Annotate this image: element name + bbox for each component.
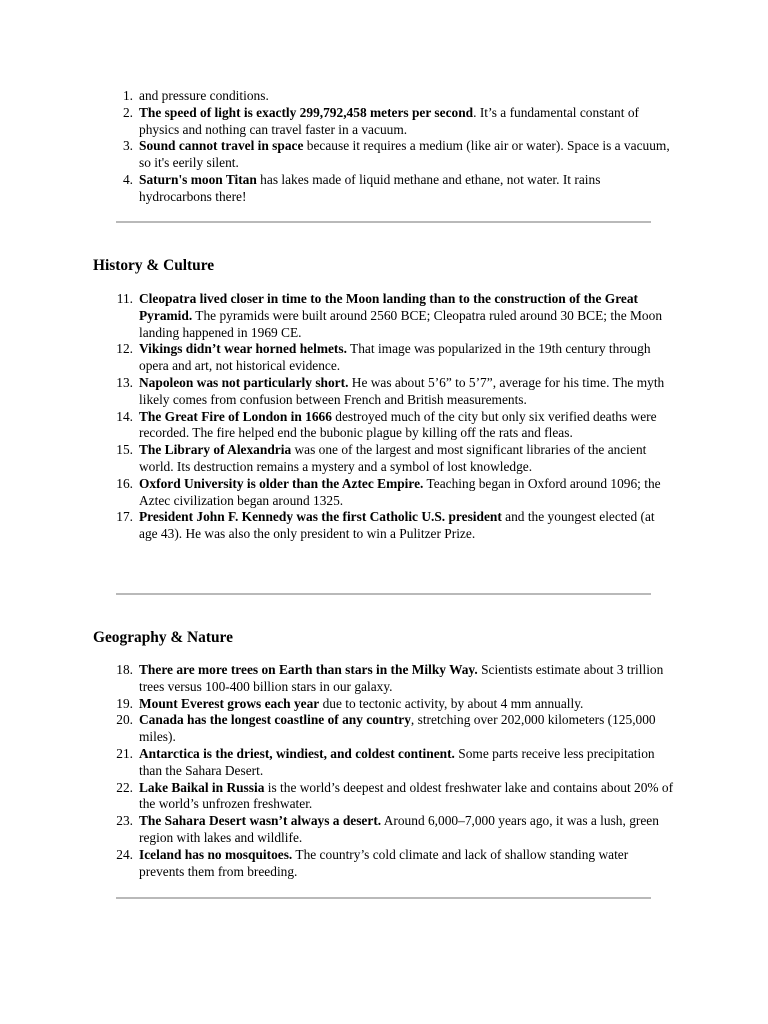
item-text: due to tectonic activity, by about 4 mm annually. [319, 695, 584, 711]
item-bold-text: Vikings didn’t wear horned helmets. [139, 341, 347, 357]
item-number: 11. [116, 291, 133, 306]
item-bold-text: Lake Baikal in Russia [139, 779, 265, 795]
item-number: 17. [116, 509, 133, 525]
item-text: and pressure conditions. [139, 88, 269, 103]
list-item [0, 291, 768, 341]
item-text: is the world’s deepest and oldest freshwater lake and contains about 20% of the world’s unfrozen freshwater. [139, 779, 674, 812]
section-divider [116, 221, 651, 223]
item-bold-text: Iceland has no mosquitoes. [139, 846, 293, 862]
list-item [0, 662, 768, 696]
list-item [0, 138, 768, 172]
list-item [0, 813, 768, 847]
item-bold-text: Mount Everest grows each year [139, 695, 320, 711]
item-number: 20. [116, 712, 133, 728]
item-text: and the youngest elected (at age 43). He was also the only president to win a Pulitzer Prize. [139, 509, 655, 542]
list-item [0, 88, 768, 105]
item-number: 21. [116, 745, 133, 761]
item-number: 15. [116, 442, 133, 458]
item-bold-text: The Great Fire of London in 1666 [139, 408, 332, 424]
item-text: was one of the largest and most significant libraries of the ancient world. Its destruction remains a mystery and a symbol of lost knowledge. [139, 442, 647, 474]
item-text: The country’s cold climate and lack of shallow standing water prevents them from breeding. [139, 846, 629, 879]
section-heading-history: History & Culture [93, 257, 215, 274]
item-bold-text: Napoleon was not particularly short. [139, 374, 349, 390]
item-text: Teaching began in Oxford around 1096; the Aztec civilization began around 1325. [139, 475, 661, 508]
item-number: 2. [122, 104, 133, 120]
item-text: That image was popularized in the 19th century through opera and art, not historical evidence. [139, 341, 651, 374]
item-bold-text: Saturn's moon Titan [139, 171, 257, 187]
list-item [0, 696, 768, 713]
item-text: , stretching over 202,000 kilometers (125,000 miles). [139, 712, 656, 745]
item-number: 3. [122, 138, 133, 154]
item-text: He was about 5’6” to 5’7”, average for his time. The myth likely comes from confusion between French and British measurements. [139, 374, 665, 407]
list-item [0, 780, 768, 814]
item-text: Scientists estimate about 3 trillion trees versus 100-400 billion stars in our galaxy. [139, 662, 664, 694]
list-item [0, 746, 768, 780]
list-item [0, 341, 768, 375]
list-item [0, 712, 768, 746]
item-bold-text: Oxford University is older than the Aztec Empire. [139, 475, 424, 491]
item-bold-text: There are more trees on Earth than stars in the Milky Way. [139, 662, 478, 677]
item-bold-text: President John F. Kennedy was the first Catholic U.S. president [139, 509, 502, 525]
item-bold-text: The speed of light is exactly 299,792,458 meters per second [139, 104, 474, 120]
list-item [0, 476, 768, 510]
item-number: 22. [116, 779, 133, 795]
item-text: because it requires a medium (like air or water). Space is a vacuum, so it's eerily silent. [139, 138, 670, 171]
item-bold-text: Cleopatra lived closer in time to the Moon landing than to the construction of the Great Pyramid. [139, 291, 639, 323]
history-facts-list [0, 291, 768, 543]
section-divider [116, 593, 651, 595]
item-number: 1. [122, 88, 133, 103]
list-item [0, 847, 768, 881]
item-bold-text: The Library of Alexandria [139, 442, 292, 458]
list-item [0, 442, 768, 476]
item-number: 23. [116, 813, 133, 829]
item-number: 13. [116, 374, 133, 390]
list-item [0, 509, 768, 543]
item-number: 12. [116, 341, 133, 357]
item-text: has lakes made of liquid methane and ethane, not water. It rains hydrocarbons there! [139, 171, 601, 204]
science-facts-list [0, 88, 768, 206]
section-divider [116, 897, 651, 899]
item-text: The pyramids were built around 2560 BCE; Cleopatra ruled around 30 BCE; the Moon landing happened in 1969 CE. [139, 307, 663, 340]
item-bold-text: Sound cannot travel in space [139, 138, 304, 154]
item-number: 4. [122, 171, 133, 187]
section-heading-geography: Geography & Nature [93, 629, 233, 646]
geography-facts-list [0, 662, 768, 880]
list-item [0, 375, 768, 409]
item-bold-text: Antarctica is the driest, windiest, and coldest continent. [139, 745, 455, 761]
item-text: destroyed much of the city but only six verified deaths were recorded. The fire helped end the bubonic plague by killing off the rats and fleas. [139, 408, 657, 441]
list-item [0, 409, 768, 443]
item-number: 16. [116, 475, 133, 491]
item-number: 14. [116, 408, 133, 424]
item-bold-text: The Sahara Desert wasn’t always a desert. [139, 813, 382, 829]
item-bold-text: Canada has the longest coastline of any country [139, 712, 411, 728]
item-number: 19. [116, 695, 133, 711]
item-number: 24. [116, 846, 133, 862]
item-text: Around 6,000–7,000 years ago, it was a lush, green region with lakes and wildlife. [139, 813, 659, 845]
item-text: . It’s a fundamental constant of physics and nothing can travel faster in a vacuum. [139, 104, 639, 137]
list-item [0, 172, 768, 206]
item-text: Some parts receive less precipitation than the Sahara Desert. [139, 745, 655, 778]
list-item [0, 105, 768, 139]
item-number: 18. [116, 662, 133, 677]
